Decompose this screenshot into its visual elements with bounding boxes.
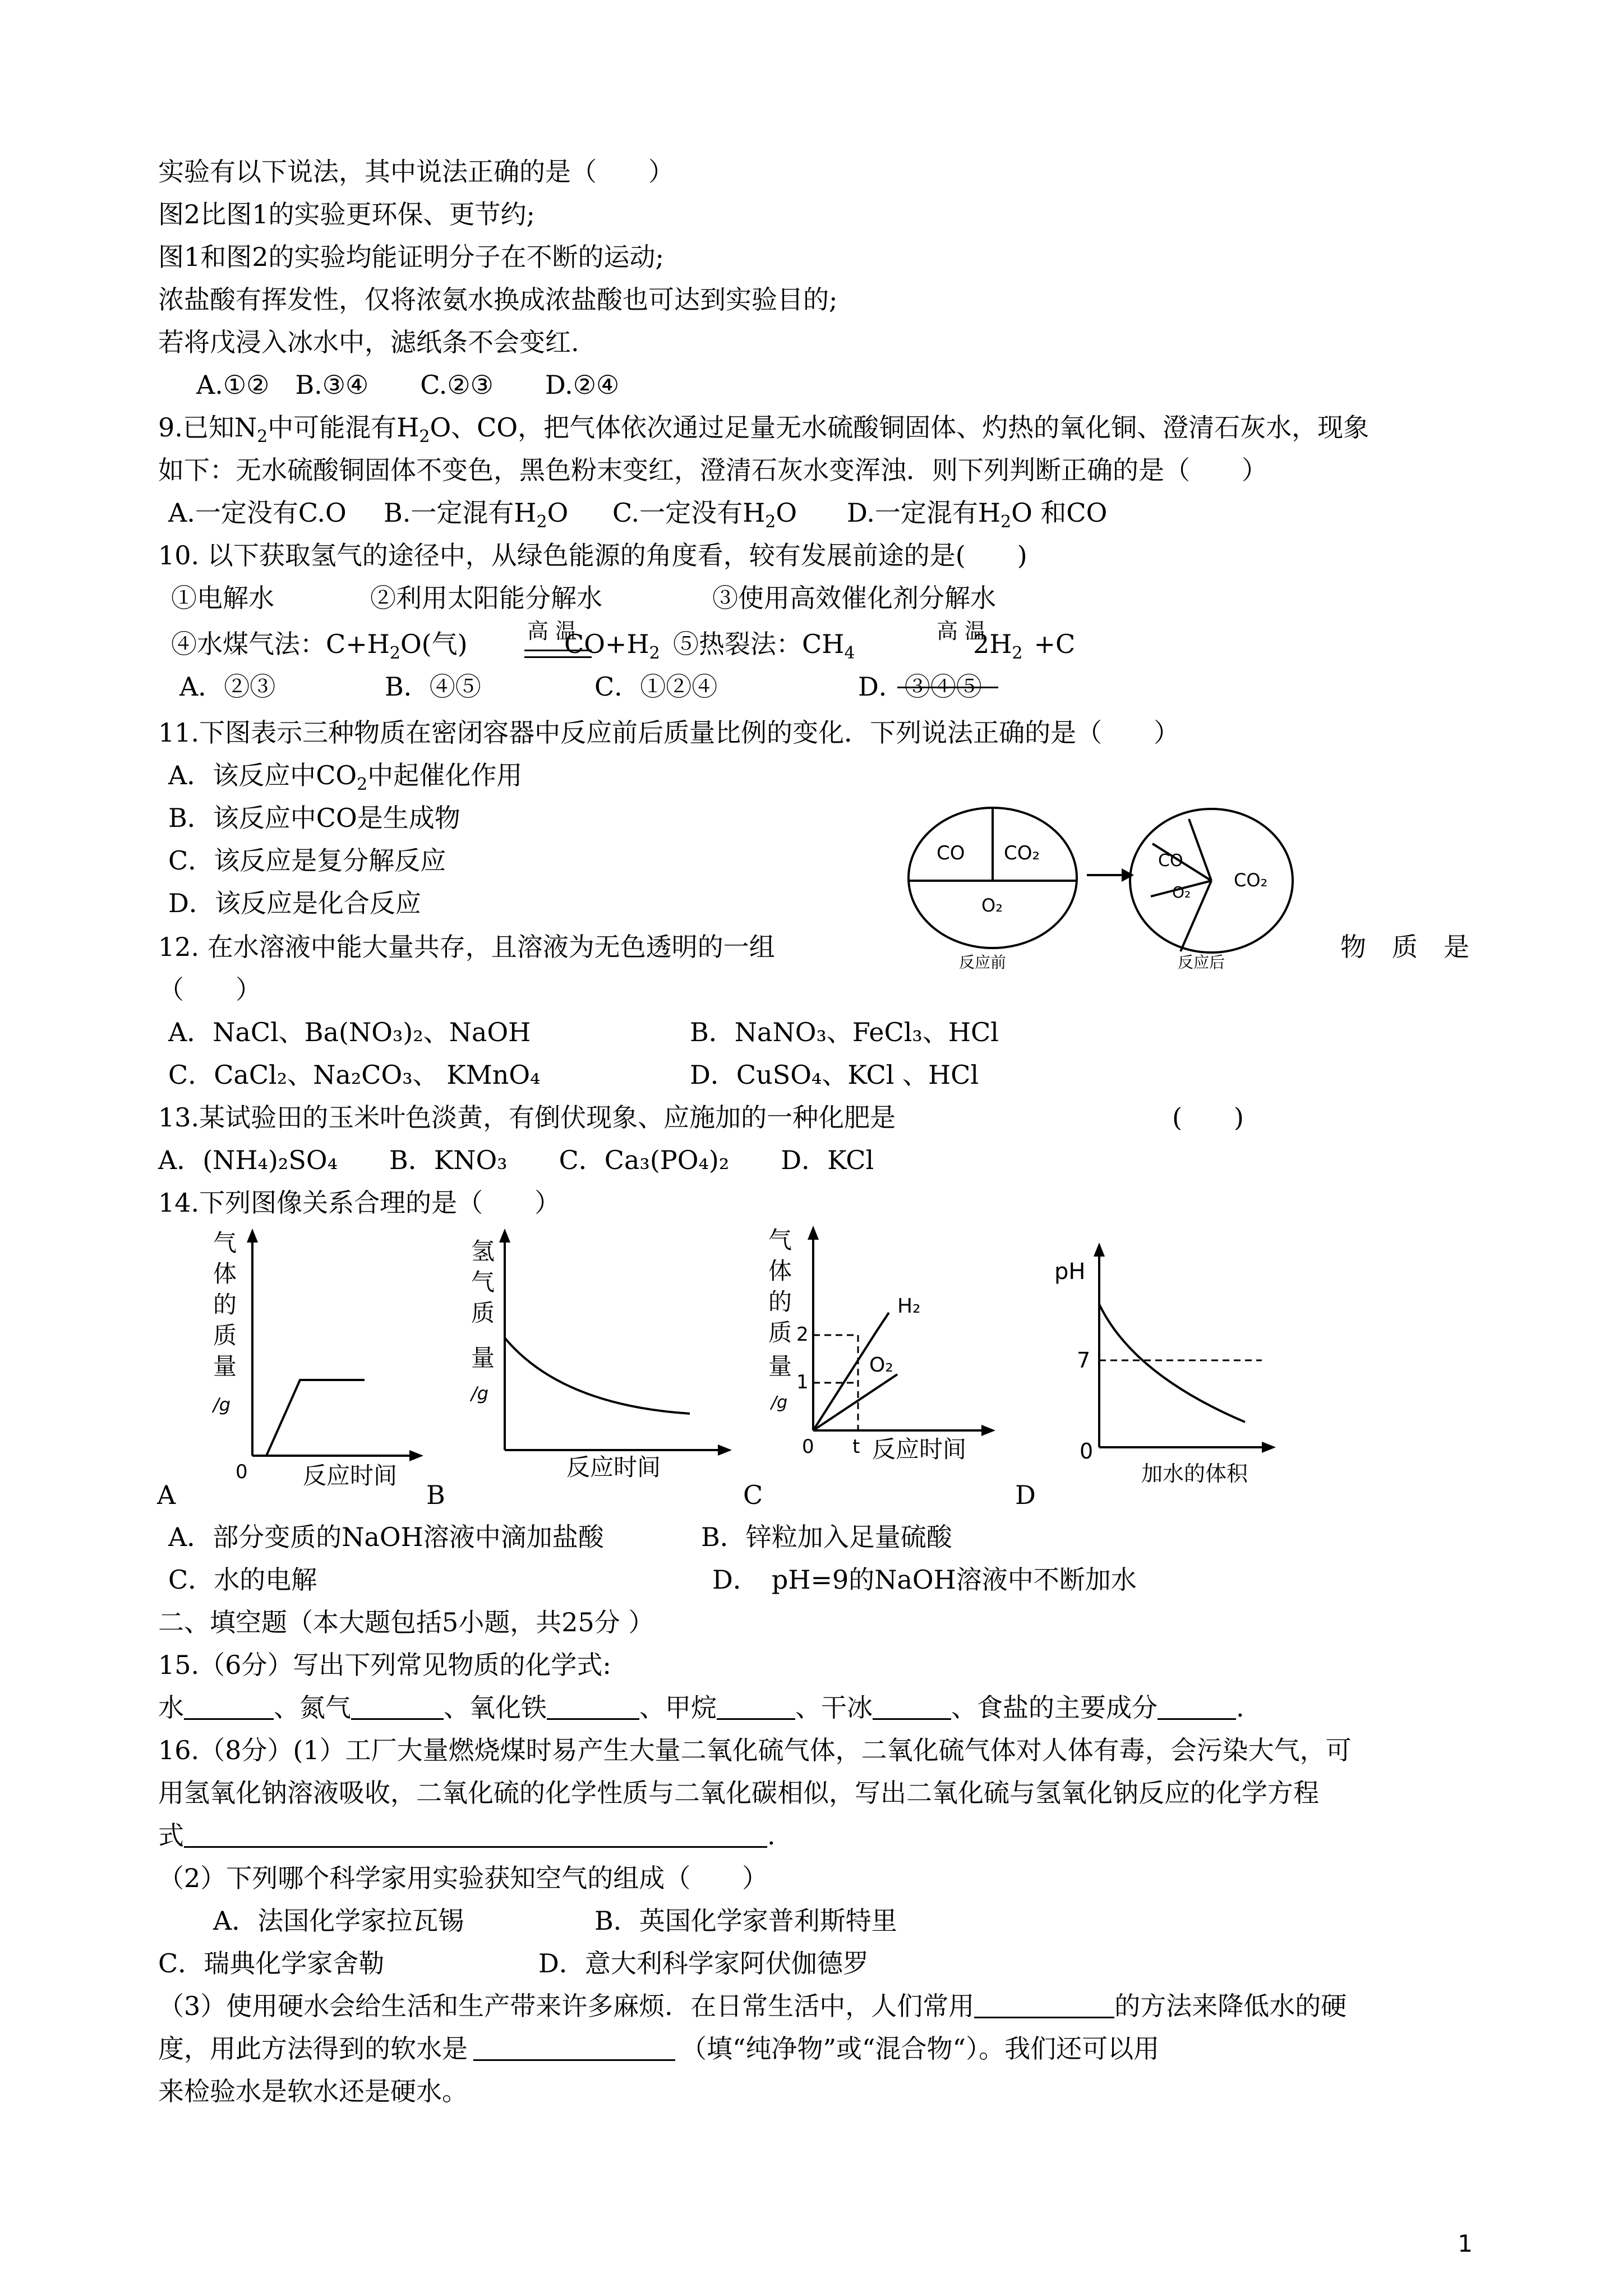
q9-stem-line2: 如下：无水硫酸铜固体不变色，黑色粉末变红，澄清石灰水变浑浊．则下列判断正确的是（ ） [158,455,1267,485]
graph-c-h2-line [813,1329,878,1430]
graph-c-xlabel: 反应时间 [872,1435,967,1463]
graph-b-ylabel-2: 气 [471,1268,495,1296]
q8-stem: 实验有以下说法，其中说法正确的是（ ） [158,157,674,187]
q12-stem: 12. 在水溶液中能大量共存，且溶液为无色透明的一组 [158,932,775,962]
graph-b-ylabel-1: 氢 [471,1237,495,1265]
q11-pie-figure [897,797,1301,970]
graph-b-ylabel-3: 质 [471,1299,495,1327]
q8-options: A.①② B.③④ C.②③ D.②④ [196,370,620,400]
pie-after-co: CO [1158,851,1183,871]
graph-c-ylabel-5: 量 [768,1352,792,1380]
q9-option-c: C.一定没有$H_2O$ [612,498,797,532]
q12-option-b: B．NaNO₃、FeCl₃、HCl [690,1017,999,1047]
graph-a-curve [266,1380,365,1456]
q10-option-c: C．①②④ [594,671,718,702]
q11-option-b: B．该反应中CO是生成物 [168,803,460,833]
q16-part2-option-d: D．意大利科学家阿伏伽德罗 [538,1948,869,1978]
graph-d-ylabel: pH [1054,1259,1086,1285]
pie-after-o2: O₂ [1172,883,1191,901]
pie-after-co2: CO₂ [1234,869,1268,891]
q16-part2-option-c: C．瑞典化学家舍勒 [158,1948,385,1978]
q10-stem: 10. 以下获取氢气的途径中，从绿色能源的角度看，较有发展前途的是( ) [158,540,1027,570]
q10-option-d: D．③④⑤ [858,671,982,702]
q14-option-b: B．锌粒加入足量硫酸 [701,1522,952,1552]
graph-c-o2-label: O₂ [869,1354,893,1377]
q15-blank-nitrogen[interactable] [351,1694,444,1720]
graph-a-unit: /g [213,1394,231,1415]
graph-c [763,1223,998,1470]
q16-equation-blank[interactable] [184,1821,767,1848]
page-number: 1 [1458,2230,1473,2257]
graph-caption-d: D [1015,1480,1036,1510]
q16-part2-option-b: B．英国化学家普利斯特里 [594,1906,897,1936]
graph-a-origin: 0 [236,1461,248,1483]
q16-line2: 用氢氧化钠溶液吸收，二氧化硫的化学性质与二氧化碳相似，写出二氧化硫与氢氧化钠反应的化学方程 [158,1778,1319,1808]
graph-d-tick-7: 7 [1077,1348,1091,1373]
graph-caption-b: B [426,1480,445,1510]
q10-method-5-product: $2H_2 +C$ [973,629,1076,663]
graph-c-t: t [852,1435,860,1458]
graph-c-ylabel-1: 气 [768,1226,792,1254]
q11-stem: 11.下图表示三种物质在密闭容器中反应前后质量比例的变化．下列说法正确的是（ ） [158,717,1180,748]
graph-b-xlabel: 反应时间 [566,1453,661,1478]
q10-method-2: ②利用太阳能分解水 [370,583,602,613]
q12-option-a: A．NaCl、Ba(NO₃)₂、NaOH [168,1017,531,1047]
graph-b-curve [505,1338,690,1414]
q14-option-a: A．部分变质的NaOH溶液中滴加盐酸 [168,1522,604,1552]
q15-blank-salt[interactable] [1158,1694,1236,1720]
graph-c-origin: 0 [802,1435,814,1458]
q15-blank-iron-oxide[interactable] [547,1694,639,1720]
q10-cond-1: 高 温 [527,619,577,643]
q8-statement-4: 若将戊浸入冰水中，滤纸条不会变红. [158,327,579,357]
graph-a-ylabel-3: 的 [213,1291,237,1318]
graph-c-ylabel-4: 质 [768,1319,792,1346]
q16-part2-option-a: A．法国化学家拉瓦锡 [213,1906,464,1936]
graph-a-ylabel-4: 质 [213,1322,237,1349]
q16-line3: 式 . [158,1820,776,1851]
q15-blanks: 水 、氮气 、氧化铁 、甲烷 、干冰 、食盐的主要成分 . [158,1692,1244,1723]
q16-line1: 16.（8分）(1）工厂大量燃烧煤时易产生大量二氧化硫气体，二氧化硫气体对人体有毒，会污染大气，可 [158,1735,1352,1765]
pie-before-co: CO [937,842,965,864]
pie-before-label: 反应前 [959,953,1007,970]
q13-stem: 13.某试验田的玉米叶色淡黄，有倒伏现象、应施加的一种化肥是 [158,1102,896,1133]
graph-d-xlabel: 加水的体积 [1141,1461,1248,1486]
q11-option-d: D．该反应是化合反应 [168,888,421,918]
q16-part3-line3: 来检验水是软水还是硬水。 [158,2076,468,2106]
q14-option-d: D． pH=9的NaOH溶液中不断加水 [712,1565,1137,1595]
q9-option-b: B.一定混有$H_2O$ [384,498,569,532]
q9-option-d: D.一定混有$H_2O$ 和CO [847,498,1108,532]
q14-stem: 14.下列图像关系合理的是（ ） [158,1188,561,1218]
q16-part3-line2: 度，用此方法得到的软水是 （填“纯净物”或“混合物“）。我们还可以用 [158,2033,1160,2064]
q15-stem: 15.（6分）写出下列常见物质的化学式: [158,1650,611,1680]
pie-before-o2: O₂ [981,895,1003,916]
graph-caption-c: C [743,1480,763,1510]
q10-option-b: B．④⑤ [385,671,481,702]
graph-a-ylabel-2: 体 [213,1260,237,1287]
graph-c-tick-2: 2 [796,1323,809,1346]
q9-stem-line1: 9.已知$N_2$中可能混有$H_2O$、CO，把气体依次通过足量无水硫酸铜固体、灼热的氧化铜、澄清石灰水，现象 [158,412,1370,447]
q10-cond-2: 高 温 [937,619,986,643]
q12-option-d: D．CuSO₄、KCl 、HCl [690,1060,979,1090]
graph-a [191,1226,426,1489]
q12-stem-end: 物 质 是 [1340,932,1469,962]
pie-before-co2: CO₂ [1004,842,1040,864]
q13-options: A．(NH₄)₂SO₄ B．KNO₃ C．Ca₃(PO₄)₂ D．KCl [158,1145,874,1175]
graph-a-ylabel-1: 气 [213,1229,237,1257]
q16-part3-line1: （3）使用硬水会给生活和生产带来许多麻烦．在日常生活中，人们常用 的方法来降低水的硬 [158,1991,1347,2021]
q8-statement-2: 图1和图2的实验均能证明分子在不断的运动; [158,242,665,272]
q10-method-4-product: $CO+H_2$ [564,629,660,663]
q16-part2: （2）下列哪个科学家用实验获知空气的组成（ ） [158,1863,768,1893]
q14-option-c: C．水的电解 [168,1565,317,1595]
graph-d [1054,1234,1279,1487]
q15-blank-methane[interactable] [717,1694,795,1720]
q12-paren: （ ） [158,974,261,1005]
graph-b [465,1226,735,1478]
q8-statement-3: 浓盐酸有挥发性，仅将浓氨水换成浓盐酸也可达到实验目的; [158,284,838,315]
graph-c-ylabel-3: 的 [768,1288,792,1315]
graph-d-origin: 0 [1080,1439,1094,1464]
graph-a-xlabel: 反应时间 [303,1462,398,1489]
q15-blank-water[interactable] [184,1694,274,1720]
graph-b-ylabel-4: 量 [471,1344,495,1372]
q12-option-c: C．CaCl₂、Na₂CO₃、 KMnO₄ [168,1060,541,1090]
q10-option-d-strike [897,687,998,688]
graph-c-ylabel-2: 体 [768,1257,792,1285]
q8-statement-1: 图2比图1的实验更环保、更节约; [158,199,536,229]
q9-option-a: A.一定没有C.O [168,498,347,528]
graph-caption-a: A [157,1480,176,1510]
graph-c-unit: /g [771,1393,788,1412]
graph-d-curve [1099,1304,1245,1422]
q16-soft-water-blank[interactable] [473,2035,675,2061]
section-2-heading: 二、填空题（本大题包括5小题，共25分 ） [158,1607,654,1637]
q16-method-blank[interactable] [974,1992,1114,2018]
graph-a-ylabel-5: 量 [213,1352,237,1380]
q10-method-4: ④水煤气法：$C+H_2O$(气) [171,629,468,663]
q11-option-c: C．该反应是复分解反应 [168,845,446,876]
q13-paren: ( ) [1172,1102,1244,1133]
q10-method-3: ③使用高效催化剂分解水 [712,583,996,613]
q15-blank-dry-ice[interactable] [873,1694,951,1720]
graph-c-h2-label: H₂ [897,1295,921,1318]
q11-option-a: A．该反应中$CO_2$中起催化作用 [168,760,523,794]
graph-b-unit: /g [471,1383,489,1404]
graph-c-tick-1: 1 [796,1371,809,1393]
pie-after-label: 反应后 [1178,953,1225,970]
q10-method-5: ⑤热裂法：$CH_4$ [673,629,855,663]
q10-method-1: ①电解水 [171,583,274,613]
q10-option-a: A．②③ [179,671,276,702]
